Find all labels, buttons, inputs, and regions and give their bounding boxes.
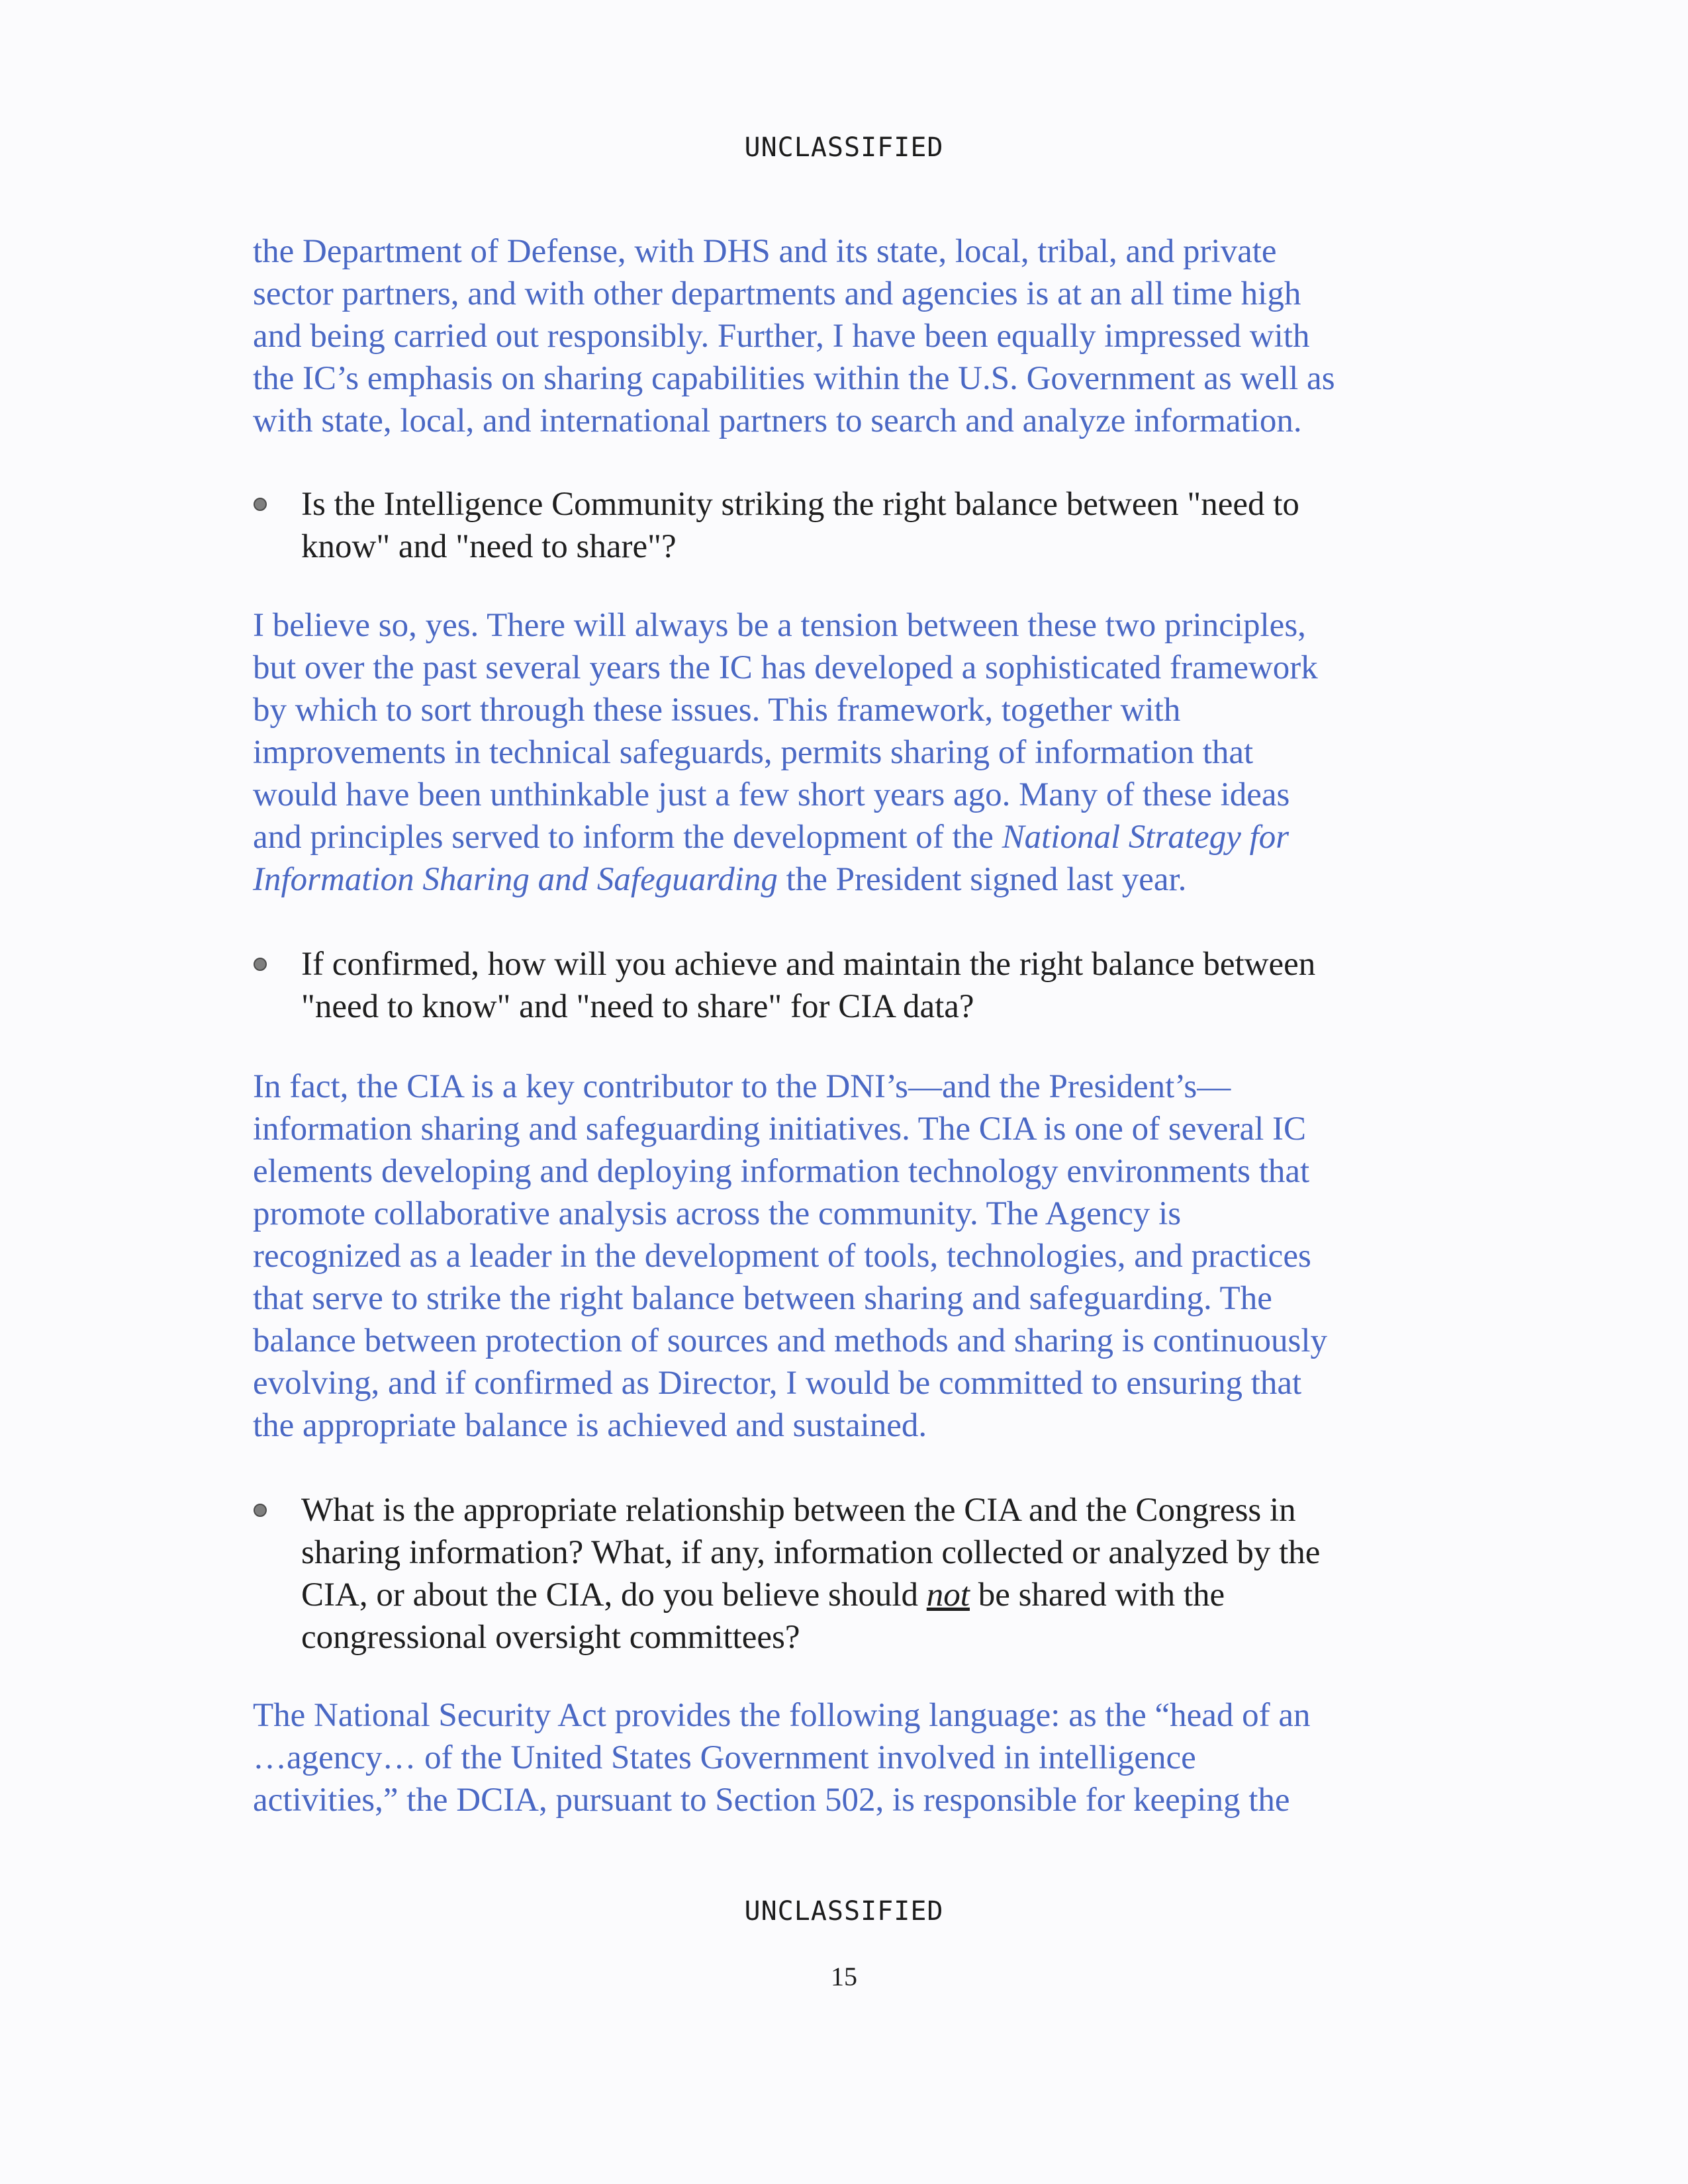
answer-1-line: the IC’s emphasis on sharing capabilities within the U.S. Government as well as: [253, 360, 1335, 397]
answer-1-line: and being carried out responsibly. Further, I have been equally impressed with: [253, 318, 1310, 355]
answer-paragraph-4: [253, 1694, 1458, 1821]
answer-2-line: [253, 858, 1458, 901]
answer-2-line-7-text: the President signed last year.: [777, 861, 1187, 898]
question-3-line: [301, 1574, 1466, 1616]
bullet-icon: [254, 1504, 267, 1517]
question-1-line: Is the Intelligence Community striking the right balance between "need to: [301, 486, 1299, 523]
question-1-line: know" and "need to share"?: [301, 528, 677, 565]
answer-3-line: promote collaborative analysis across the community. The Agency is: [253, 1195, 1182, 1232]
answer-2-line: I believe so, yes. There will always be a tension between these two principles,: [253, 607, 1306, 644]
answer-3-line: balance between protection of sources and methods and sharing is continuously: [253, 1322, 1328, 1359]
answer-3-line: In fact, the CIA is a key contributor to the DNI’s—and the President’s—: [253, 1068, 1231, 1105]
answer-2-line: improvements in technical safeguards, permits sharing of information that: [253, 734, 1254, 771]
answer-3-line: recognized as a leader in the development of tools, technologies, and practices: [253, 1238, 1311, 1275]
answer-3-line: elements developing and deploying information technology environments that: [253, 1153, 1310, 1190]
page-number: 15: [831, 1962, 857, 1991]
bullet-icon: [254, 498, 267, 511]
answer-paragraph-2: [253, 604, 1458, 901]
answer-3-line: the appropriate balance is achieved and sustained.: [253, 1407, 927, 1444]
answer-1-line: with state, local, and international partners to search and analyze information.: [253, 402, 1302, 439]
question-2: [301, 943, 1466, 1028]
question-1: [301, 483, 1466, 568]
answer-4-line: …agency… of the United States Government involved in intelligence: [253, 1739, 1196, 1776]
answer-2-line: [253, 816, 1458, 858]
question-2-line: If confirmed, how will you achieve and maintain the right balance between: [301, 946, 1316, 983]
question-3-line: congressional oversight committees?: [301, 1619, 800, 1656]
header-classification: UNCLASSIFIED: [744, 132, 944, 163]
bullet-icon: [254, 958, 267, 971]
question-3-line-3-text: CIA, or about the CIA, do you believe should: [301, 1576, 927, 1614]
question-3: [301, 1489, 1466, 1659]
emphasized-not: not: [926, 1576, 970, 1614]
answer-1-line: sector partners, and with other departments and agencies is at an all time high: [253, 275, 1301, 312]
answer-1-line: the Department of Defense, with DHS and its state, local, tribal, and private: [253, 233, 1277, 270]
answer-4-line: The National Security Act provides the following language: as the “head of an: [253, 1697, 1311, 1734]
strategy-title-part-1: National Strategy for: [1002, 819, 1289, 856]
footer-classification: UNCLASSIFIED: [744, 1896, 944, 1927]
strategy-title-part-2: Information Sharing and Safeguarding: [253, 861, 778, 898]
question-3-line: What is the appropriate relationship between the CIA and the Congress in: [301, 1492, 1296, 1529]
question-3-line: sharing information? What, if any, information collected or analyzed by the: [301, 1534, 1321, 1571]
answer-2-line: by which to sort through these issues. This framework, together with: [253, 692, 1181, 729]
answer-3-line: information sharing and safeguarding initiatives. The CIA is one of several IC: [253, 1111, 1307, 1148]
question-3-line-3-text-end: be shared with the: [969, 1576, 1225, 1614]
answer-2-line-6-text: and principles served to inform the development of the: [253, 819, 1002, 856]
answer-2-line: would have been unthinkable just a few short years ago. Many of these ideas: [253, 776, 1290, 813]
answer-3-line: that serve to strike the right balance between sharing and safeguarding. The: [253, 1280, 1272, 1317]
answer-4-line: activities,” the DCIA, pursuant to Section 502, is responsible for keeping the: [253, 1782, 1290, 1819]
question-2-line: "need to know" and "need to share" for CIA data?: [301, 988, 974, 1025]
answer-paragraph-3: [253, 1066, 1458, 1447]
answer-3-line: evolving, and if confirmed as Director, I would be committed to ensuring that: [253, 1365, 1302, 1402]
answer-paragraph-1: [253, 230, 1458, 442]
answer-2-line: but over the past several years the IC has developed a sophisticated framework: [253, 649, 1318, 686]
